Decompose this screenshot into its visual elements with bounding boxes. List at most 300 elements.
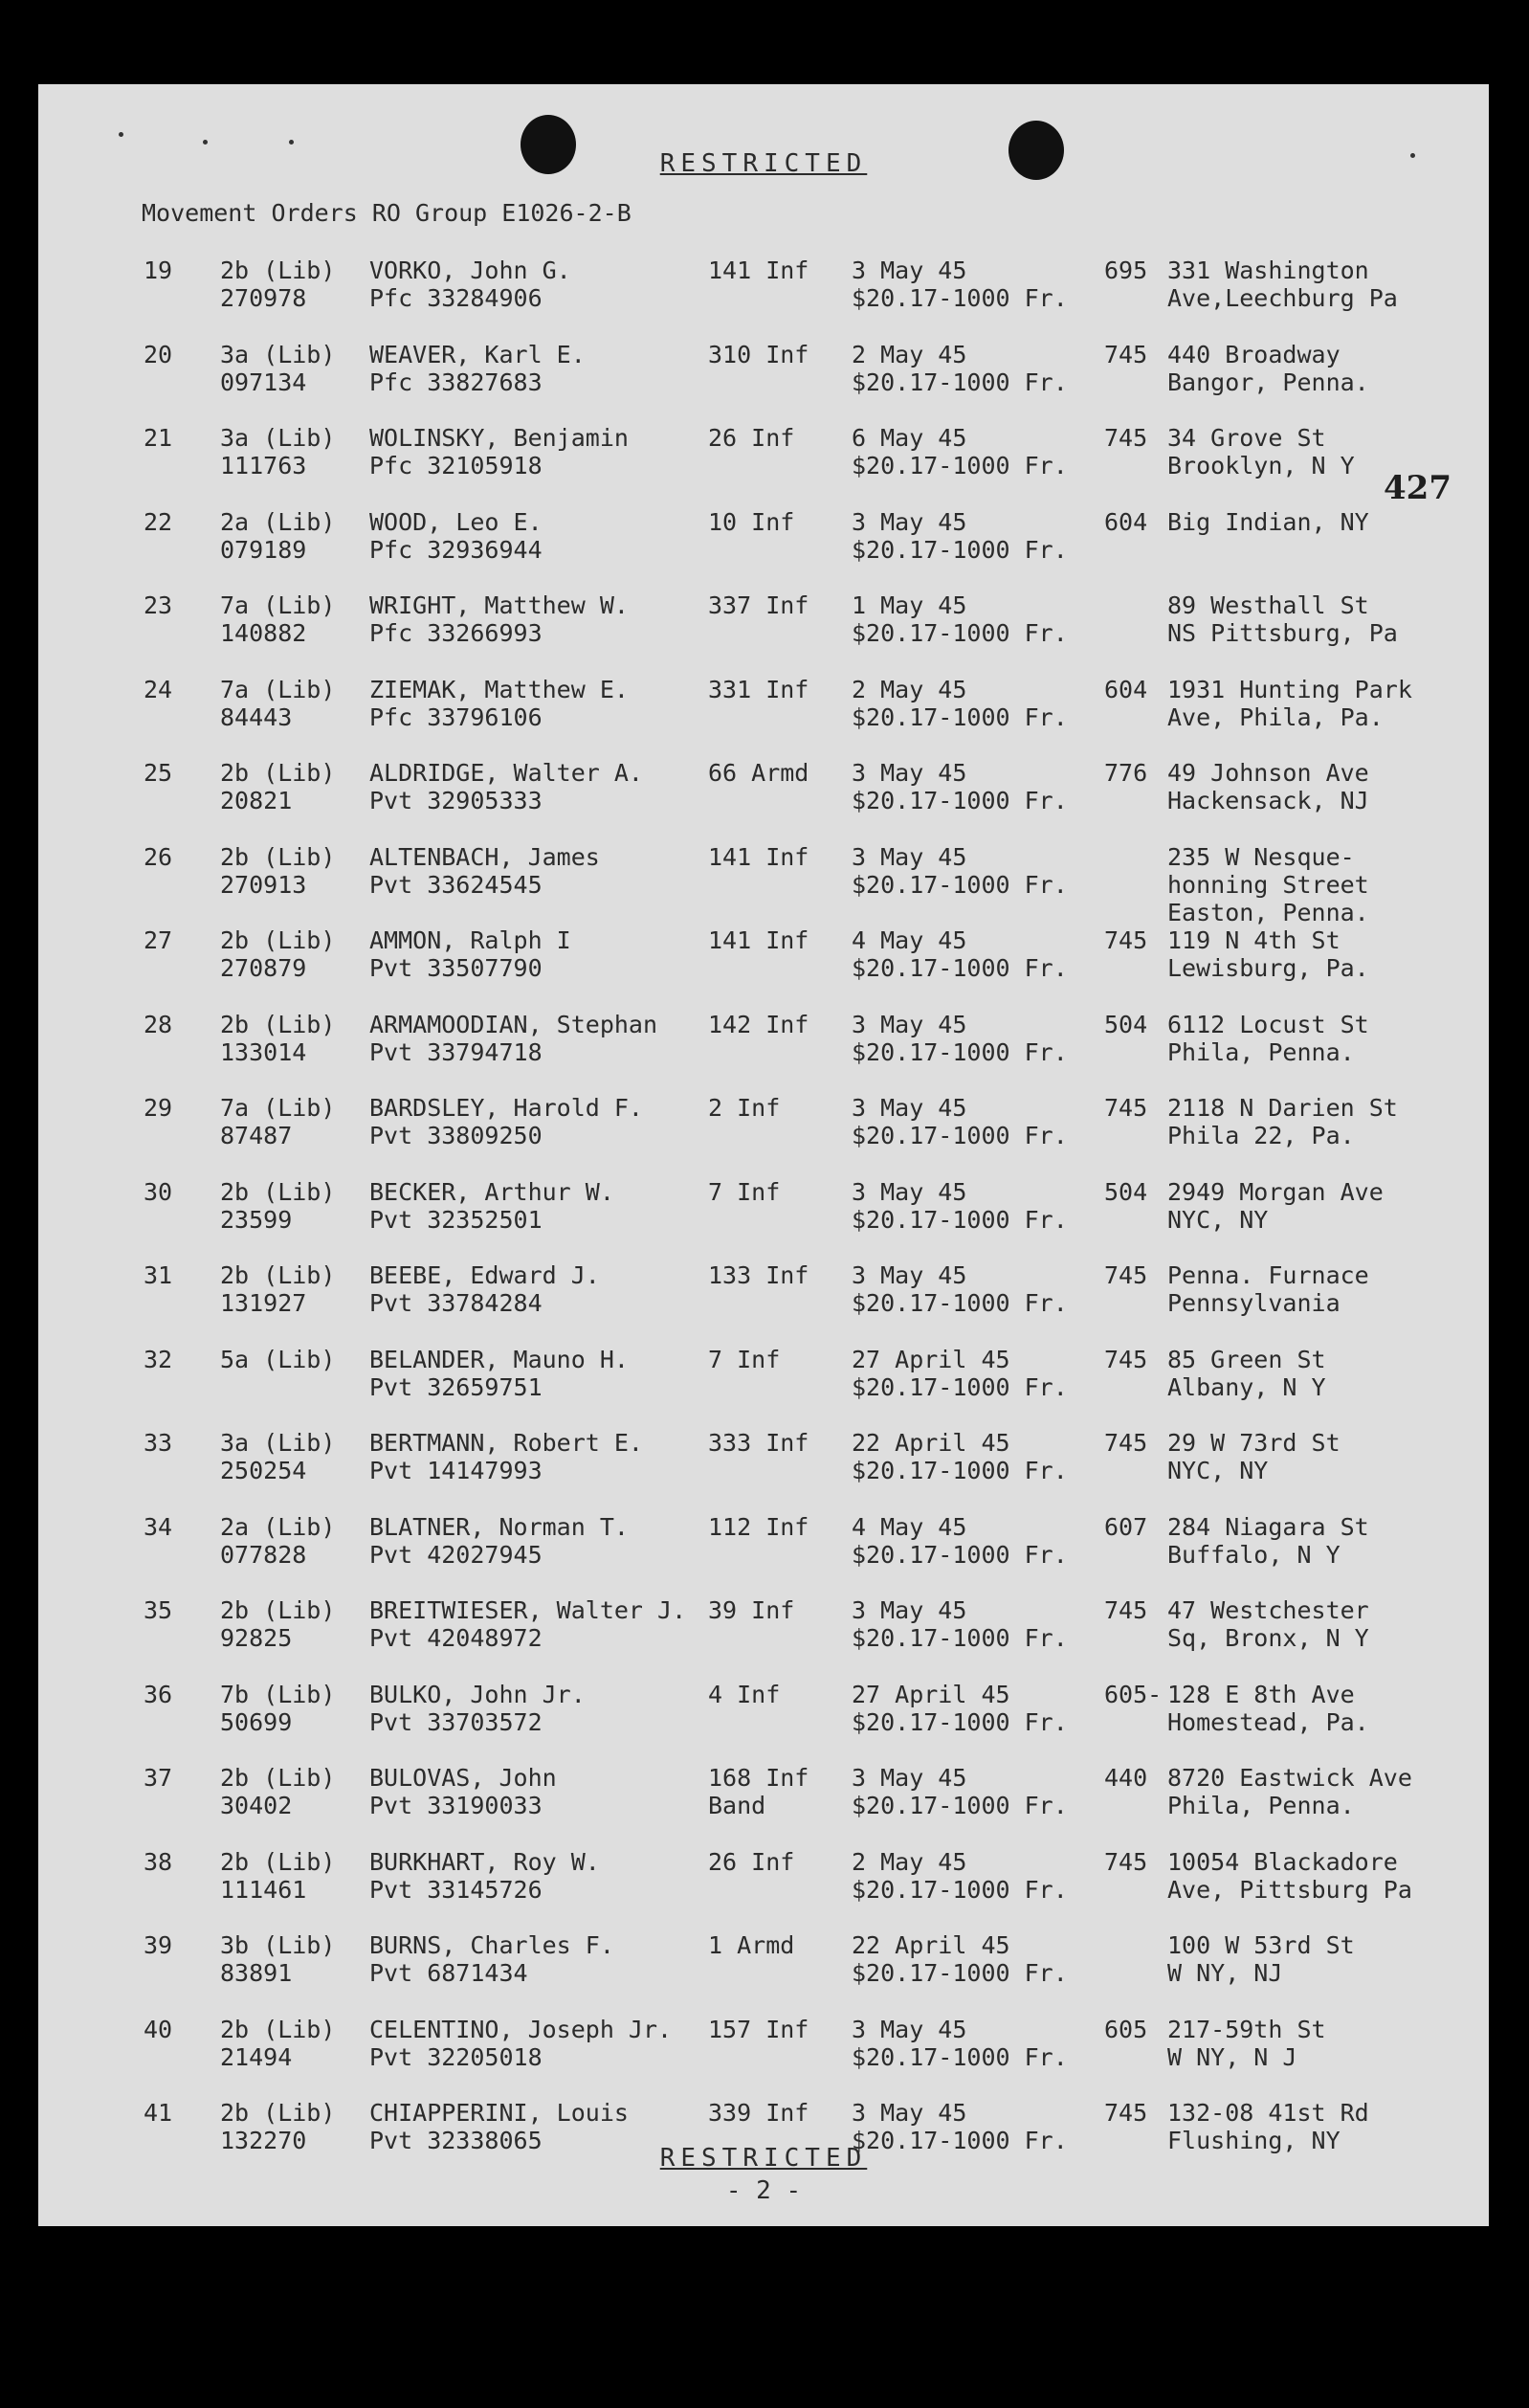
liberation-date: 22 April 45 bbox=[852, 1931, 1010, 1959]
entry-number: 25 bbox=[144, 759, 173, 787]
column-date bbox=[852, 1094, 1068, 1149]
pay-amount: $20.17-1000 Fr. bbox=[852, 1457, 1068, 1484]
lib-code: 2b (Lib) bbox=[220, 2015, 336, 2043]
entry-number: 31 bbox=[144, 1261, 173, 1289]
address-line: 284 Niagara St bbox=[1167, 1512, 1369, 1541]
entry-number: 20 bbox=[144, 340, 173, 368]
classification-header: RESTRICTED bbox=[659, 149, 868, 178]
pay-amount: $20.17-1000 Fr. bbox=[852, 2042, 1068, 2071]
column-name bbox=[369, 1011, 657, 1066]
unit: 4 Inf bbox=[708, 1680, 781, 1708]
address-line: Brooklyn, N Y bbox=[1167, 452, 1355, 479]
liberation-date: 3 May 45 bbox=[852, 2099, 967, 2127]
column-num bbox=[144, 843, 172, 871]
unit-detail: Band bbox=[708, 1792, 766, 1819]
lib-serial: 077828 bbox=[220, 1540, 307, 1569]
column-name bbox=[369, 676, 629, 731]
address-line: 47 Westchester bbox=[1167, 1596, 1369, 1624]
liberation-date: 3 May 45 bbox=[852, 1596, 967, 1624]
zone-code: 745 bbox=[1104, 1596, 1148, 1624]
zone-code: 440 bbox=[1104, 1764, 1148, 1792]
rank-serial: Pvt 42048972 bbox=[369, 1624, 543, 1652]
address-line: 6112 Locust St bbox=[1167, 1010, 1369, 1038]
liberation-date: 27 April 45 bbox=[852, 1680, 1010, 1708]
column-num bbox=[144, 508, 172, 536]
column-num bbox=[144, 2099, 172, 2127]
entry-number: 36 bbox=[144, 1680, 173, 1708]
column-num bbox=[144, 1681, 172, 1708]
entry-number: 39 bbox=[144, 1931, 173, 1959]
column-zone bbox=[1104, 424, 1147, 452]
column-name bbox=[369, 508, 543, 564]
column-date bbox=[852, 1011, 1068, 1066]
column-unit bbox=[708, 1931, 794, 1959]
entry-number: 28 bbox=[144, 1010, 173, 1038]
column-name bbox=[369, 1261, 600, 1317]
column-addr bbox=[1167, 1513, 1369, 1569]
speck bbox=[203, 140, 208, 145]
unit: 141 Inf bbox=[708, 926, 809, 954]
address-line: 100 W 53rd St bbox=[1167, 1931, 1355, 1959]
column-name bbox=[369, 341, 586, 396]
column-date bbox=[852, 591, 1068, 647]
column-unit bbox=[708, 759, 809, 787]
address-line: Penna. Furnace bbox=[1167, 1261, 1369, 1289]
rank-serial: Pvt 33703572 bbox=[369, 1707, 543, 1736]
address-line: NS Pittsburg, Pa bbox=[1167, 619, 1398, 647]
lib-code: 2a (Lib) bbox=[220, 507, 336, 536]
unit: 142 Inf bbox=[708, 1010, 809, 1038]
column-addr bbox=[1167, 1011, 1369, 1066]
lib-code: 3b (Lib) bbox=[220, 1931, 336, 1959]
unit: 7 Inf bbox=[708, 1345, 781, 1373]
unit: 66 Armd bbox=[708, 759, 809, 787]
column-zone bbox=[1104, 1681, 1162, 1708]
column-name bbox=[369, 1513, 629, 1569]
soldier-name: WOOD, Leo E. bbox=[369, 507, 543, 536]
column-zone bbox=[1104, 2099, 1147, 2127]
roster-entry bbox=[38, 508, 1489, 591]
entry-number: 34 bbox=[144, 1512, 173, 1541]
column-name bbox=[369, 926, 571, 982]
entry-number: 32 bbox=[144, 1345, 173, 1373]
lib-code: 2b (Lib) bbox=[220, 1010, 336, 1038]
entry-number: 21 bbox=[144, 424, 173, 452]
column-code bbox=[220, 1513, 335, 1569]
address-line: honning Street bbox=[1167, 870, 1369, 899]
column-addr bbox=[1167, 1346, 1326, 1401]
column-addr bbox=[1167, 1094, 1398, 1149]
zone-code: 776 bbox=[1104, 759, 1148, 787]
zone-code: 605 bbox=[1104, 2015, 1148, 2043]
column-unit bbox=[708, 1346, 780, 1373]
address-line: 49 Johnson Ave bbox=[1167, 759, 1369, 787]
unit: 337 Inf bbox=[708, 591, 809, 619]
roster-entry bbox=[38, 2016, 1489, 2099]
address-line: Flushing, NY bbox=[1167, 2127, 1341, 2154]
roster-entry bbox=[38, 1261, 1489, 1345]
rank-serial: Pvt 33190033 bbox=[369, 1792, 543, 1819]
pay-amount: $20.17-1000 Fr. bbox=[852, 619, 1068, 647]
column-zone bbox=[1104, 676, 1147, 703]
column-code bbox=[220, 1931, 335, 1987]
column-zone bbox=[1104, 1261, 1147, 1289]
page-number: - 2 - bbox=[725, 2176, 802, 2205]
zone-code: 605- bbox=[1104, 1680, 1163, 1708]
column-code bbox=[220, 843, 335, 899]
unit: 112 Inf bbox=[708, 1512, 809, 1541]
zone-code: 504 bbox=[1104, 1177, 1148, 1206]
address-line: Lewisburg, Pa. bbox=[1167, 954, 1369, 982]
liberation-date: 1 May 45 bbox=[852, 591, 967, 619]
column-num bbox=[144, 1764, 172, 1792]
roster-entry bbox=[38, 1764, 1489, 1847]
address-line: 8720 Eastwick Ave bbox=[1167, 1764, 1412, 1792]
column-date bbox=[852, 256, 1068, 312]
zone-code: 695 bbox=[1104, 256, 1148, 284]
column-name bbox=[369, 1346, 629, 1401]
column-name bbox=[369, 424, 629, 479]
rank-serial: Pvt 33809250 bbox=[369, 1122, 543, 1149]
rank-serial: Pvt 32905333 bbox=[369, 787, 543, 814]
zone-code: 607 bbox=[1104, 1512, 1148, 1541]
liberation-date: 3 May 45 bbox=[852, 1177, 967, 1206]
column-num bbox=[144, 1931, 172, 1959]
pay-amount: $20.17-1000 Fr. bbox=[852, 1037, 1068, 1066]
column-unit bbox=[708, 1011, 809, 1038]
column-zone bbox=[1104, 1429, 1147, 1457]
column-code bbox=[220, 1094, 335, 1149]
soldier-name: BELANDER, Mauno H. bbox=[369, 1345, 629, 1373]
address-line: 85 Green St bbox=[1167, 1345, 1326, 1373]
liberation-date: 3 May 45 bbox=[852, 507, 967, 536]
roster-entry bbox=[38, 1178, 1489, 1261]
column-num bbox=[144, 591, 172, 619]
entry-number: 30 bbox=[144, 1177, 173, 1206]
roster-entry bbox=[38, 1429, 1489, 1512]
soldier-name: BLATNER, Norman T. bbox=[369, 1512, 629, 1541]
lib-serial: 87487 bbox=[220, 1122, 293, 1149]
column-code bbox=[220, 2016, 335, 2071]
liberation-date: 27 April 45 bbox=[852, 1345, 1010, 1373]
address-line: Ave, Phila, Pa. bbox=[1167, 702, 1384, 731]
speck bbox=[289, 140, 294, 145]
soldier-name: BREITWIESER, Walter J. bbox=[369, 1596, 687, 1624]
column-zone bbox=[1104, 341, 1147, 368]
column-addr bbox=[1167, 1178, 1384, 1234]
column-zone bbox=[1104, 1513, 1147, 1541]
column-addr bbox=[1167, 424, 1355, 479]
lib-serial: 270913 bbox=[220, 870, 307, 899]
unit: 39 Inf bbox=[708, 1596, 795, 1624]
lib-code: 7b (Lib) bbox=[220, 1680, 336, 1708]
column-zone bbox=[1104, 1596, 1147, 1624]
lib-code: 2b (Lib) bbox=[220, 1177, 336, 1206]
lib-code: 5a (Lib) bbox=[220, 1345, 336, 1373]
zone-code: 745 bbox=[1104, 340, 1148, 368]
lib-serial: 111763 bbox=[220, 452, 307, 479]
roster-entry bbox=[38, 1513, 1489, 1596]
entry-number: 38 bbox=[144, 1847, 173, 1876]
lib-code: 2a (Lib) bbox=[220, 1512, 336, 1541]
soldier-name: BURNS, Charles F. bbox=[369, 1931, 614, 1959]
column-date bbox=[852, 1513, 1068, 1569]
address-line: 119 N 4th St bbox=[1167, 926, 1341, 954]
column-unit bbox=[708, 508, 794, 536]
column-name bbox=[369, 759, 643, 814]
column-code bbox=[220, 508, 335, 564]
roster-entry bbox=[38, 591, 1489, 675]
column-addr bbox=[1167, 1931, 1355, 1987]
column-date bbox=[852, 508, 1068, 564]
column-addr bbox=[1167, 676, 1412, 731]
column-code bbox=[220, 1681, 335, 1736]
roster-entry bbox=[38, 1848, 1489, 1931]
entry-number: 22 bbox=[144, 507, 173, 536]
column-unit bbox=[708, 1429, 809, 1457]
entry-number: 26 bbox=[144, 842, 173, 871]
soldier-name: CELENTINO, Joseph Jr. bbox=[369, 2015, 673, 2043]
unit: 26 Inf bbox=[708, 424, 795, 452]
lib-serial: 111461 bbox=[220, 1875, 307, 1904]
zone-code: 745 bbox=[1104, 1345, 1148, 1373]
rank-serial: Pfc 32105918 bbox=[369, 452, 543, 479]
column-zone bbox=[1104, 508, 1147, 536]
rank-serial: Pvt 32338065 bbox=[369, 2127, 543, 2154]
column-name bbox=[369, 1764, 557, 1819]
column-unit bbox=[708, 1261, 809, 1289]
liberation-date: 3 May 45 bbox=[852, 1764, 967, 1792]
lib-serial: 20821 bbox=[220, 787, 293, 814]
lib-serial: 132270 bbox=[220, 2127, 307, 2154]
zone-code: 604 bbox=[1104, 507, 1148, 536]
unit: 339 Inf bbox=[708, 2099, 809, 2127]
zone-code: 745 bbox=[1104, 2099, 1148, 2127]
address-line: W NY, NJ bbox=[1167, 1959, 1283, 1987]
lib-code: 2b (Lib) bbox=[220, 256, 336, 284]
address-line: 217-59th St bbox=[1167, 2015, 1326, 2043]
pay-amount: $20.17-1000 Fr. bbox=[852, 1372, 1068, 1401]
rank-serial: Pvt 33784284 bbox=[369, 1289, 543, 1317]
address-line: Sq, Bronx, N Y bbox=[1167, 1624, 1369, 1652]
entry-number: 33 bbox=[144, 1429, 173, 1457]
column-addr bbox=[1167, 759, 1369, 814]
entry-number: 41 bbox=[144, 2099, 173, 2127]
column-code bbox=[220, 1261, 335, 1317]
column-date bbox=[852, 1429, 1068, 1484]
roster-entry bbox=[38, 843, 1489, 926]
rank-serial: Pvt 42027945 bbox=[369, 1540, 543, 1569]
soldier-name: BARDSLEY, Harold F. bbox=[369, 1094, 643, 1122]
column-date bbox=[852, 341, 1068, 396]
pay-amount: $20.17-1000 Fr. bbox=[852, 1959, 1068, 1987]
column-code bbox=[220, 1764, 335, 1819]
column-date bbox=[852, 1261, 1068, 1317]
speck bbox=[119, 132, 123, 137]
roster-entry bbox=[38, 1094, 1489, 1177]
unit: 7 Inf bbox=[708, 1177, 781, 1206]
column-code bbox=[220, 424, 335, 479]
column-date bbox=[852, 1931, 1068, 1987]
lib-serial: 140882 bbox=[220, 619, 307, 647]
column-zone bbox=[1104, 759, 1147, 787]
column-addr bbox=[1167, 341, 1369, 396]
column-zone bbox=[1104, 1011, 1147, 1038]
column-date bbox=[852, 1346, 1068, 1401]
lib-code: 2b (Lib) bbox=[220, 1261, 336, 1289]
zone-code: 504 bbox=[1104, 1010, 1148, 1038]
soldier-name: CHIAPPERINI, Louis bbox=[369, 2099, 629, 2127]
pay-amount: $20.17-1000 Fr. bbox=[852, 284, 1068, 312]
column-addr bbox=[1167, 1848, 1412, 1904]
column-code bbox=[220, 926, 335, 982]
entry-number: 40 bbox=[144, 2015, 173, 2043]
soldier-name: WRIGHT, Matthew W. bbox=[369, 591, 629, 619]
unit: 333 Inf bbox=[708, 1429, 809, 1457]
rank-serial: Pvt 33794718 bbox=[369, 1037, 543, 1066]
column-addr bbox=[1167, 508, 1369, 536]
liberation-date: 3 May 45 bbox=[852, 1094, 967, 1122]
column-name bbox=[369, 591, 629, 647]
column-num bbox=[144, 676, 172, 703]
column-addr bbox=[1167, 1596, 1369, 1652]
address-line: 235 W Nesque- bbox=[1167, 842, 1355, 871]
zone-code: 745 bbox=[1104, 424, 1148, 452]
address-line: Phila, Penna. bbox=[1167, 1792, 1355, 1819]
entry-number: 29 bbox=[144, 1094, 173, 1122]
lib-serial: 250254 bbox=[220, 1457, 307, 1484]
lib-code: 3a (Lib) bbox=[220, 424, 336, 452]
column-num bbox=[144, 1596, 172, 1624]
column-code bbox=[220, 676, 335, 731]
entry-number: 35 bbox=[144, 1596, 173, 1624]
unit: 1 Armd bbox=[708, 1931, 795, 1959]
zone-code: 745 bbox=[1104, 1094, 1148, 1122]
lib-code: 2b (Lib) bbox=[220, 1764, 336, 1792]
column-zone bbox=[1104, 2016, 1147, 2043]
pay-amount: $20.17-1000 Fr. bbox=[852, 1624, 1068, 1652]
address-line: Easton, Penna. bbox=[1167, 898, 1369, 926]
address-line: Homestead, Pa. bbox=[1167, 1707, 1369, 1736]
liberation-date: 4 May 45 bbox=[852, 1512, 967, 1541]
column-unit bbox=[708, 1764, 809, 1819]
entry-number: 27 bbox=[144, 926, 173, 954]
lib-serial: 92825 bbox=[220, 1624, 293, 1652]
rank-serial: Pfc 32936944 bbox=[369, 535, 543, 564]
address-line: NYC, NY bbox=[1167, 1457, 1269, 1484]
pay-amount: $20.17-1000 Fr. bbox=[852, 1205, 1068, 1234]
soldier-name: ALTENBACH, James bbox=[369, 842, 600, 871]
column-num bbox=[144, 1094, 172, 1122]
liberation-date: 2 May 45 bbox=[852, 675, 967, 703]
column-unit bbox=[708, 256, 809, 284]
roster-entry bbox=[38, 341, 1489, 424]
lib-code: 2b (Lib) bbox=[220, 759, 336, 787]
unit: 141 Inf bbox=[708, 842, 809, 871]
entry-number: 19 bbox=[144, 256, 173, 284]
column-code bbox=[220, 759, 335, 814]
address-line: 331 Washington bbox=[1167, 256, 1369, 284]
address-line: Hackensack, NJ bbox=[1167, 787, 1369, 814]
zone-code: 745 bbox=[1104, 1847, 1148, 1876]
lib-code: 3a (Lib) bbox=[220, 340, 336, 368]
pay-amount: $20.17-1000 Fr. bbox=[852, 1122, 1068, 1149]
roster-entry bbox=[38, 759, 1489, 842]
column-unit bbox=[708, 341, 809, 368]
column-date bbox=[852, 1596, 1068, 1652]
entry-number: 23 bbox=[144, 591, 173, 619]
column-unit bbox=[708, 1848, 794, 1876]
address-line: W NY, N J bbox=[1167, 2042, 1297, 2071]
lib-serial: 097134 bbox=[220, 368, 307, 396]
lib-serial: 84443 bbox=[220, 702, 293, 731]
column-addr bbox=[1167, 1681, 1369, 1736]
column-date bbox=[852, 676, 1068, 731]
column-num bbox=[144, 1513, 172, 1541]
pay-amount: $20.17-1000 Fr. bbox=[852, 368, 1068, 396]
address-line: Pennsylvania bbox=[1167, 1289, 1341, 1317]
address-line: Bangor, Penna. bbox=[1167, 368, 1369, 396]
column-addr bbox=[1167, 2016, 1326, 2071]
liberation-date: 3 May 45 bbox=[852, 759, 967, 787]
entry-number: 37 bbox=[144, 1764, 173, 1792]
column-name bbox=[369, 1681, 586, 1736]
liberation-date: 22 April 45 bbox=[852, 1429, 1010, 1457]
unit: 168 Inf bbox=[708, 1764, 809, 1792]
column-num bbox=[144, 1848, 172, 1876]
roster-entry bbox=[38, 1011, 1489, 1094]
column-name bbox=[369, 1429, 643, 1484]
column-unit bbox=[708, 676, 809, 703]
pay-amount: $20.17-1000 Fr. bbox=[852, 1707, 1068, 1736]
lib-code: 2b (Lib) bbox=[220, 926, 336, 954]
column-unit bbox=[708, 843, 809, 871]
roster-entry bbox=[38, 926, 1489, 1010]
rank-serial: Pfc 33827683 bbox=[369, 368, 543, 396]
column-date bbox=[852, 1848, 1068, 1904]
column-name bbox=[369, 1094, 643, 1149]
pay-amount: $20.17-1000 Fr. bbox=[852, 1875, 1068, 1904]
column-num bbox=[144, 759, 172, 787]
lib-code: 7a (Lib) bbox=[220, 1094, 336, 1122]
classification-footer: RESTRICTED bbox=[659, 2144, 868, 2173]
column-num bbox=[144, 1011, 172, 1038]
column-zone bbox=[1104, 926, 1147, 954]
lib-serial: 21494 bbox=[220, 2042, 293, 2071]
roster-entry bbox=[38, 424, 1489, 507]
address-line: 132-08 41st Rd bbox=[1167, 2099, 1369, 2127]
rank-serial: Pvt 33145726 bbox=[369, 1875, 543, 1904]
lib-serial: 270879 bbox=[220, 954, 307, 982]
column-addr bbox=[1167, 1261, 1369, 1317]
column-zone bbox=[1104, 1094, 1147, 1122]
column-unit bbox=[708, 1178, 780, 1206]
lib-code: 2b (Lib) bbox=[220, 2099, 336, 2127]
column-name bbox=[369, 256, 571, 312]
liberation-date: 3 May 45 bbox=[852, 2015, 967, 2043]
soldier-name: ALDRIDGE, Walter A. bbox=[369, 759, 643, 787]
soldier-name: ZIEMAK, Matthew E. bbox=[369, 675, 629, 703]
column-code bbox=[220, 1429, 335, 1484]
column-addr bbox=[1167, 1429, 1341, 1484]
entry-number: 24 bbox=[144, 675, 173, 703]
lib-code: 7a (Lib) bbox=[220, 675, 336, 703]
column-unit bbox=[708, 926, 809, 954]
pay-amount: $20.17-1000 Fr. bbox=[852, 2127, 1068, 2154]
column-unit bbox=[708, 1596, 794, 1624]
address-line: 128 E 8th Ave bbox=[1167, 1680, 1355, 1708]
zone-code: 745 bbox=[1104, 926, 1148, 954]
